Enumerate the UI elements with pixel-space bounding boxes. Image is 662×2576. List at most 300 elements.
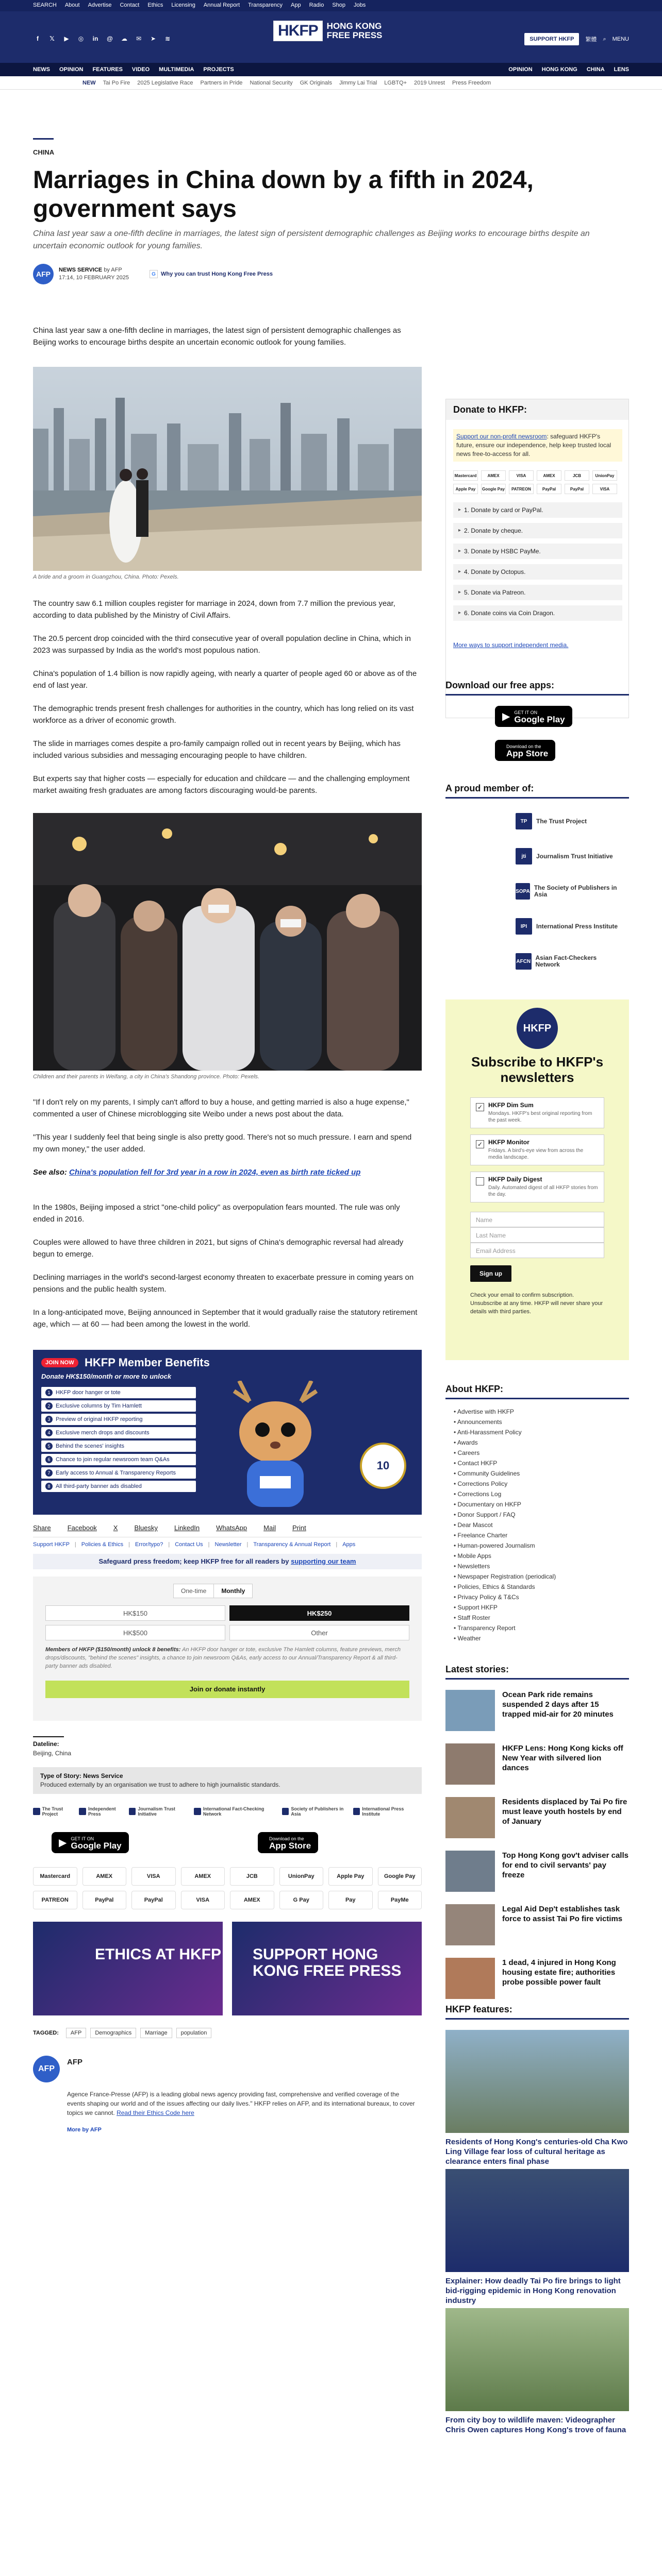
sidebar-donate-intro-text: : safeguard HKFP's future, ensure our independence, help keep trusted local news free-to-access for all. (456, 433, 611, 457)
nav-item[interactable]: MULTIMEDIA (159, 66, 194, 73)
trending-item[interactable]: Partners in Pride (200, 80, 243, 86)
join-donate-button[interactable]: Join or donate instantly (45, 1681, 409, 1698)
share-link[interactable]: Share (33, 1524, 51, 1532)
share-link[interactable]: LinkedIn (174, 1524, 200, 1532)
trust-logo[interactable] (194, 1806, 282, 1817)
donate-option[interactable] (453, 502, 622, 518)
ethics-promo[interactable] (33, 1922, 223, 2015)
benefit-item (41, 1427, 196, 1438)
donate-option[interactable] (453, 585, 622, 600)
google-play-button[interactable] (52, 1832, 129, 1853)
payment-logo: Apple Pay (328, 1867, 373, 1886)
tag-chip[interactable]: Marriage (140, 2028, 172, 2038)
about-link[interactable]: • Newspaper Registration (periodical) (454, 1571, 629, 1582)
trending-item[interactable]: 2019 Unrest (414, 80, 445, 86)
support-promo[interactable] (232, 1922, 422, 2015)
payment-logo: G Pay (279, 1891, 324, 1909)
sidebar-card-logo: Apple Pay (453, 484, 478, 494)
utility-link[interactable]: SEARCH (33, 2, 57, 8)
trending-bar (0, 76, 662, 90)
photo-caption-2: Children and their parents in Weifang, a city in China's Shandong province. Photo: Pexels. (33, 1074, 260, 1080)
more-ways-link[interactable]: More ways to support independent media. (453, 641, 569, 649)
payment-logo: VISA (131, 1867, 176, 1886)
amount-other[interactable]: Other (229, 1625, 409, 1640)
benefit-text: Preview of original HKFP reporting (56, 1416, 143, 1422)
safeguard-banner (33, 1554, 422, 1569)
feature-story-image[interactable] (445, 2169, 629, 2272)
search-icon[interactable]: ⌕ (603, 36, 606, 42)
amount-500[interactable]: HK$500 (45, 1625, 225, 1640)
footer-link[interactable]: Error/typo? (135, 1541, 163, 1548)
ethics-code-link[interactable]: Read their Ethics Code here (117, 2109, 194, 2116)
share-link[interactable]: Bluesky (134, 1524, 158, 1532)
payment-logo: AMEX (82, 1867, 127, 1886)
see-also-link[interactable]: China's population fell for 3rd year in a row in 2024, even as birth rate ticked up (69, 1168, 361, 1177)
member-logo: SOPA (516, 883, 530, 900)
payment-logo: Pay (328, 1891, 373, 1909)
google-play-small: GET IT ON (71, 1836, 94, 1841)
bluesky-icon[interactable]: ☁ (121, 35, 127, 42)
member-logo: TP (516, 813, 532, 829)
x-icon[interactable]: 𝕏 (49, 35, 55, 42)
paragraph-12: Declining marriages in the world's second-largest economy threaten to exacerbate pressure in coming years on pensions and the public health system. (33, 1273, 414, 1294)
paragraph-5: The demographic trends present fresh challenges for authorities in the country, which has long relied on its vast workforce as a driver of economic growth. (33, 704, 414, 725)
anniversary-ribbon: 10 (360, 1443, 406, 1489)
about-link[interactable]: • Careers (454, 1448, 629, 1458)
latest-story-thumbnail[interactable] (445, 1797, 495, 1838)
about-link[interactable]: • Transparency Report (454, 1623, 629, 1633)
tag-chip[interactable]: AFP (66, 2028, 86, 2038)
share-link[interactable]: Print (292, 1524, 306, 1532)
share-link[interactable]: Mail (263, 1524, 276, 1532)
feature-story-title[interactable]: Explainer: How deadly Tai Po fire brings to light bid-rigging epidemic in Hong Kong renovation industry (445, 2277, 621, 2305)
dateline-label: Dateline: (33, 1736, 64, 1748)
app-store-label (269, 1835, 311, 1850)
sidebar-card-logo: VISA (592, 484, 617, 494)
latest-story[interactable] (445, 1958, 629, 2007)
trust-logo[interactable] (353, 1806, 422, 1817)
latest-story-thumbnail[interactable] (445, 1904, 495, 1945)
about-link[interactable]: • Community Guidelines (454, 1468, 629, 1479)
sidebar-features-section (445, 2004, 629, 2020)
newsletter-dim-sum[interactable] (470, 1097, 604, 1128)
about-link[interactable]: • Policies, Ethics & Standards (454, 1582, 629, 1592)
author-label: NEWS SERVICE (59, 267, 103, 273)
sidebar-card-logo: AMEX (481, 470, 506, 481)
latest-story-title[interactable]: Ocean Park ride remains suspended 2 days after 15 trapped mid-air for 20 minutes (502, 1690, 614, 1719)
membership-description (45, 1646, 409, 1670)
nav-item[interactable]: LENS (614, 66, 629, 73)
nav-item[interactable]: FEATURES (92, 66, 123, 73)
nav-item[interactable]: HONG KONG (541, 66, 577, 73)
sidebar-donate-intro (453, 429, 622, 462)
benefit-text: HKFP door hanger or tote (56, 1389, 121, 1396)
latest-story-title[interactable]: Legal Aid Dep't establishes task force to assist Tai Po fire victims (502, 1905, 623, 1923)
latest-story-thumbnail[interactable] (445, 1851, 495, 1892)
benefit-item (41, 1454, 196, 1465)
sidebar-app-store-button[interactable] (495, 740, 555, 761)
tag-chip[interactable]: Demographics (90, 2028, 136, 2038)
payment-methods (33, 1867, 422, 1909)
more-by-author-link[interactable]: More by AFP (67, 2127, 102, 2133)
share-link[interactable]: Facebook (67, 1524, 97, 1532)
feature-story[interactable] (445, 2030, 629, 2166)
main-nav (0, 63, 662, 76)
member-name: International Press Institute (536, 922, 618, 930)
chevron-right-icon: ▸ (458, 548, 461, 554)
trust-link[interactable] (150, 270, 273, 278)
trending-item[interactable]: National Security (250, 80, 293, 86)
trending-item[interactable]: 2025 Legislative Race (137, 80, 193, 86)
article-headline: Marriages in China down by a fifth in 2024, government says (33, 166, 534, 223)
trust-logos-row (33, 1806, 422, 1817)
trust-logo[interactable] (282, 1806, 353, 1817)
tags-row (33, 2028, 211, 2038)
donation-widget (33, 1577, 422, 1721)
digest-desc: Daily. Automated digest of all HKFP stories from the day. (488, 1185, 598, 1197)
trust-logo-label: Society of Publishers in Asia (291, 1806, 344, 1817)
latest-story-title[interactable]: Residents displaced by Tai Po fire must leave youth hostels by end of January (502, 1798, 627, 1826)
author-box-name[interactable]: AFP (67, 2058, 82, 2066)
safeguard-link[interactable]: supporting our team (291, 1557, 356, 1565)
payment-logo: PayPal (131, 1891, 176, 1909)
dim-sum-name: HKFP Dim Sum (488, 1101, 534, 1109)
donate-option[interactable] (453, 564, 622, 580)
latest-story-title[interactable]: 1 dead, 4 injured in Hong Kong housing estate fire; authorities probe possible power fault (502, 1958, 616, 1987)
sidebar-features-title: HKFP features: (445, 2004, 629, 2020)
donate-option[interactable] (453, 605, 622, 621)
benefit-item (41, 1440, 196, 1452)
about-link[interactable]: • Corrections Log (454, 1489, 629, 1499)
sidebar-apps-title: Download our free apps: (445, 680, 629, 696)
tag-chip[interactable]: population (176, 2028, 212, 2038)
about-link[interactable]: • Anti-Harassment Policy (454, 1427, 629, 1437)
mail-icon[interactable]: ✉ (136, 35, 142, 42)
support-hkfp-button[interactable]: SUPPORT HKFP (524, 33, 579, 45)
signup-button[interactable]: Sign up (470, 1265, 511, 1282)
author-bio-text: Agence France-Presse (AFP) is a leading global news agency providing fast, comprehensive and verified coverage of the events shaping our world and of the issues affecting our daily lives." HKFP relies on AFP, and its international bureaux, to cover topics we cannot. (67, 2091, 415, 2116)
footer-separator: | (246, 1541, 249, 1548)
benefit-number: 4 (45, 1429, 53, 1436)
utility-link[interactable]: Licensing (171, 2, 195, 8)
paragraph-13: In a long-anticipated move, Beijing announced in September that it would gradually raise the statutory retirement age, which — at 60 — had been among the lowest in the world. (33, 1308, 418, 1329)
sidebar-donate-title: Donate to HKFP: (446, 399, 628, 420)
nav-item[interactable]: OPINION (508, 66, 533, 73)
feature-story-image[interactable] (445, 2030, 629, 2133)
latest-story-thumbnail[interactable] (445, 1958, 495, 1999)
latest-story-thumbnail[interactable] (445, 1743, 495, 1785)
dim-sum-checkbox[interactable]: ✓ (476, 1103, 484, 1111)
latest-story-title[interactable]: Top Hong Kong gov't adviser calls for end to civil servants' pay freeze (502, 1851, 628, 1879)
membership-desc-bold: Members of HKFP ($150/month) unlock 8 benefits: (45, 1647, 181, 1653)
donate-option[interactable] (453, 544, 622, 559)
about-link[interactable]: • Contact HKFP (454, 1458, 629, 1468)
sidebar-google-play-icon: ▶ (502, 711, 510, 722)
payment-logo: PayPal (82, 1891, 127, 1909)
about-link[interactable]: • Support HKFP (454, 1602, 629, 1613)
threads-icon[interactable]: @ (107, 35, 113, 42)
trending-item[interactable]: LGBTQ+ (384, 80, 407, 86)
digest-checkbox[interactable] (476, 1177, 484, 1185)
telegram-icon[interactable]: ➤ (150, 35, 156, 42)
language-switch[interactable]: 繁體 (585, 37, 597, 43)
sidebar-gp-big: Google Play (514, 715, 565, 724)
benefit-text: Early access to Annual & Transparency Reports (56, 1470, 176, 1476)
menu-button[interactable]: MENU (612, 36, 629, 42)
about-link[interactable]: • Freelance Charter (454, 1530, 629, 1540)
nav-item[interactable]: NEWS (33, 66, 50, 73)
donate-option-label: 1. Donate by card or PayPal. (464, 506, 543, 514)
footer-separator: | (336, 1541, 338, 1548)
latest-story[interactable] (445, 1904, 629, 1954)
trending-item[interactable]: GK Originals (300, 80, 332, 86)
about-link[interactable]: • Documentary on HKFP (454, 1499, 629, 1510)
amount-250[interactable]: HK$250 (229, 1605, 409, 1621)
trust-logo-label: International Fact-Checking Network (203, 1806, 264, 1817)
utility-links (33, 2, 366, 8)
email-input[interactable]: Email Address (470, 1243, 604, 1258)
sidebar-as-small: Download on the (506, 744, 541, 749)
trust-logo[interactable] (129, 1806, 194, 1817)
trending-item[interactable]: Tai Po Fire (103, 80, 130, 86)
top-utility-bar (0, 0, 662, 11)
paragraph-9: "This year I suddenly feel that being single is also pretty good. There's not so much pressure. I earn and spend my own money," the user added. (33, 1133, 412, 1154)
about-link[interactable]: • Announcements (454, 1417, 629, 1427)
donate-option-label: 3. Donate by HSBC PayMe. (464, 548, 541, 555)
footer-link[interactable]: Newsletter (214, 1541, 242, 1548)
member-org[interactable] (516, 949, 619, 974)
newsletter-monitor[interactable] (470, 1134, 604, 1165)
footer-link[interactable]: Contact Us (175, 1541, 203, 1548)
footer-link[interactable]: Policies & Ethics (81, 1541, 124, 1548)
safeguard-text: Safeguard press freedom; keep HKFP free for all readers by (98, 1557, 289, 1565)
utility-link[interactable]: Ethics (147, 2, 163, 8)
story-type-desc: Produced externally by an organisation we trust to adhere to high journalistic standards. (40, 1781, 280, 1788)
payment-logo: UnionPay (279, 1867, 324, 1886)
about-link[interactable]: • Staff Roster (454, 1613, 629, 1623)
utility-link[interactable]: Contact (120, 2, 140, 8)
amount-150[interactable]: HK$150 (45, 1605, 225, 1621)
latest-story-thumbnail[interactable] (445, 1690, 495, 1731)
sidebar-card-logo: VISA (509, 470, 534, 481)
paragraph-8: "If I don't rely on my parents, I simply can't afford to buy a house, and getting married is also a huge expense," commented a user of Chinese microblogging site Weibo under a news post about the data. (33, 1098, 409, 1118)
trending-item[interactable]: Press Freedom (452, 80, 491, 86)
utility-link[interactable]: Shop (332, 2, 346, 8)
sidebar-google-play-label (514, 709, 565, 724)
payment-logo: VISA (181, 1891, 225, 1909)
sidebar-card-logo: PATREON (509, 484, 534, 494)
member-org[interactable] (516, 914, 619, 939)
youtube-icon[interactable]: ▶ (64, 35, 69, 42)
membership-desc-text: An HKFP door hanger or tote, exclusive The Hamlett columns, feature previews, merch drops/discounts, "behind the scenes" insights, a chance to join newsroom Q&As, early access to our Annual/Transparency Report & all third-party banner ads disabled. (45, 1647, 401, 1669)
member-benefits-banner[interactable] (33, 1350, 422, 1515)
trust-logo[interactable] (79, 1806, 128, 1817)
nav-item[interactable]: PROJECTS (203, 66, 234, 73)
article-footer-links (33, 1541, 422, 1548)
facebook-icon[interactable]: f (37, 35, 39, 42)
utility-link[interactable]: Transparency (248, 2, 283, 8)
paragraph-11: Couples were allowed to have three children in 2021, but signs of China's demographic reversal had already begun to emerge. (33, 1238, 404, 1259)
trust-logo-label: The Trust Project (42, 1806, 63, 1817)
one-time-option[interactable]: One-time (181, 1587, 207, 1595)
member-name: The Society of Publishers in Asia (534, 884, 617, 898)
rss-icon[interactable]: ≋ (164, 35, 171, 42)
member-org[interactable] (516, 844, 619, 869)
latest-story[interactable] (445, 1690, 629, 1739)
feature-story-title[interactable]: Residents of Hong Kong's centuries-old Cha Kwo Ling Village fear loss of cultural heritage as clearance enters final phase (445, 2138, 628, 2166)
about-link[interactable]: • Newsletters (454, 1561, 629, 1571)
about-link[interactable]: • Donor Support / FAQ (454, 1510, 629, 1520)
photo-caption-1: A bride and a groom in Guangzhou, China. Photo: Pexels. (33, 574, 179, 580)
sidebar-card-logo: Mastercard (453, 470, 478, 481)
nav-item[interactable]: VIDEO (131, 66, 150, 73)
byline-meta (59, 266, 129, 282)
author-avatar[interactable]: AFP (33, 264, 54, 284)
trending-items (82, 80, 491, 86)
benefit-number: 1 (45, 1389, 53, 1396)
latest-story[interactable] (445, 1797, 629, 1846)
photo-crowd-image (33, 813, 422, 1071)
last-name-input[interactable]: Last Name (470, 1227, 604, 1243)
utility-link[interactable]: About (64, 2, 80, 8)
member-name: The Trust Project (536, 817, 587, 825)
trust-logo-label: Journalism Trust Initiative (138, 1806, 175, 1817)
photo-wedding-couple (33, 367, 422, 571)
sidebar-gp-small: GET IT ON (514, 710, 538, 715)
payment-logo: JCB (230, 1867, 274, 1886)
paragraph-3: The 20.5 percent drop coincided with the third consecutive year of overall population decline in China, which in 2023 was surpassed by India as the world's most populous nation. (33, 634, 411, 655)
share-link[interactable]: WhatsApp (216, 1524, 247, 1532)
newsletter-logo: HKFP (517, 1008, 558, 1049)
trust-logo-icon (282, 1808, 289, 1815)
app-store-button[interactable] (258, 1832, 318, 1853)
paragraph-7: But experts say that higher costs — especially for education and childcare — and the challenging employment market awaiting fresh graduates are among factors discouraging would-be parents. (33, 774, 410, 795)
byline (33, 264, 273, 284)
member-org[interactable] (516, 809, 619, 834)
footer-separator: | (208, 1541, 210, 1548)
member-name: Asian Fact-Checkers Network (535, 954, 597, 968)
trust-logo[interactable] (33, 1806, 79, 1817)
story-type-box (33, 1767, 422, 1794)
footer-separator: | (168, 1541, 170, 1548)
member-org[interactable] (516, 879, 619, 904)
linkedin-icon[interactable]: in (92, 35, 98, 42)
benefit-item (41, 1387, 196, 1398)
chevron-right-icon: ▸ (458, 507, 461, 513)
ethics-promo-text: ETHICS AT HKFP (95, 1946, 221, 1963)
paragraph-4: China's population of 1.4 billion is now rapidly ageing, with nearly a quarter of people aged 60 or above as of the end of last year. (33, 669, 417, 690)
benefit-text: Exclusive columns by Tim Hamlett (56, 1403, 142, 1409)
payment-logo: AMEX (181, 1867, 225, 1886)
about-link[interactable]: • Human-powered Journalism (454, 1540, 629, 1551)
benefit-number: 6 (45, 1456, 53, 1463)
publish-date: 17:14, 10 FEBRUARY 2025 (59, 275, 129, 281)
about-link[interactable]: • Privacy Policy & T&Cs (454, 1592, 629, 1602)
chevron-right-icon: ▸ (458, 589, 461, 595)
digest-name: HKFP Daily Digest (488, 1176, 542, 1183)
feature-story[interactable] (445, 2308, 629, 2435)
member-name: Journalism Trust Initiative (536, 852, 613, 860)
about-link[interactable]: • Advertise with HKFP (454, 1406, 629, 1417)
sidebar-google-play-button[interactable] (495, 706, 572, 727)
sidebar-apps-section (445, 680, 629, 696)
monitor-checkbox[interactable]: ✓ (476, 1140, 484, 1148)
sidebar-donate-options (453, 502, 622, 626)
about-link[interactable]: • Awards (454, 1437, 629, 1448)
new-label: NEW (82, 80, 96, 86)
donate-option-label: 4. Donate by Octopus. (464, 568, 526, 575)
site-logo[interactable] (273, 21, 382, 41)
donate-option[interactable] (453, 523, 622, 538)
utility-link[interactable]: Jobs (354, 2, 366, 8)
about-link[interactable]: • Corrections Policy (454, 1479, 629, 1489)
latest-story[interactable] (445, 1743, 629, 1793)
monitor-desc: Fridays. A bird's-eye view from across the media landscape. (488, 1148, 584, 1160)
latest-story[interactable] (445, 1851, 629, 1900)
latest-story-title[interactable]: HKFP Lens: Hong Kong kicks off New Year with silvered lion dances (502, 1744, 623, 1772)
benefit-item (41, 1400, 196, 1412)
author-box-avatar[interactable]: AFP (33, 2056, 60, 2082)
about-link[interactable]: • Mobile Apps (454, 1551, 629, 1561)
share-link[interactable]: X (113, 1524, 118, 1532)
feature-story-image[interactable] (445, 2308, 629, 2411)
nav-item[interactable]: CHINA (586, 66, 605, 73)
chevron-right-icon: ▸ (458, 528, 461, 533)
instagram-icon[interactable]: ◎ (78, 35, 84, 42)
sidebar-member-section (445, 783, 629, 799)
author-name[interactable]: by AFP (104, 267, 122, 273)
benefit-number: 8 (45, 1483, 53, 1490)
monthly-option[interactable]: Monthly (213, 1584, 252, 1598)
benefit-item (41, 1414, 196, 1425)
join-now-badge[interactable]: JOIN NOW (41, 1358, 78, 1367)
trust-logo-icon (194, 1808, 201, 1815)
trust-logo-icon (129, 1808, 136, 1815)
feature-story-title[interactable]: From city boy to wildlife maven: Videographer Chris Owen captures Hong Kong's trove of fauna (445, 2416, 626, 2434)
see-also-label: See also: (33, 1168, 67, 1177)
utility-link[interactable]: Radio (309, 2, 324, 8)
utility-link[interactable]: Annual Report (203, 2, 240, 8)
chevron-right-icon: ▸ (458, 569, 461, 574)
newsletter-daily-digest[interactable] (470, 1172, 604, 1202)
footer-link[interactable]: Support HKFP (33, 1541, 70, 1548)
utility-link[interactable]: App (291, 2, 301, 8)
sidebar-donate-intro-link[interactable]: Support our non-profit newsroom (456, 433, 547, 440)
first-name-input[interactable]: Name (470, 1212, 604, 1227)
footer-link[interactable]: Apps (342, 1541, 356, 1548)
article-kicker[interactable]: CHINA (33, 148, 55, 156)
about-link[interactable]: • Dear Mascot (454, 1520, 629, 1530)
logo-text (327, 22, 383, 40)
google-news-icon: G (150, 270, 158, 278)
about-link[interactable]: • Weather (454, 1633, 629, 1643)
donate-option-label: 6. Donate coins via Coin Dragon. (464, 609, 555, 617)
photo-wedding-image (33, 367, 422, 571)
footer-link[interactable]: Transparency & Annual Report (253, 1541, 331, 1548)
benefit-text: Behind the scenes' insights (56, 1443, 124, 1449)
trust-logo-icon (353, 1808, 360, 1815)
google-play-icon: ▶ (59, 1837, 67, 1849)
trending-item[interactable]: Jimmy Lai Trial (339, 80, 377, 86)
nav-item[interactable]: OPINION (59, 66, 84, 73)
app-store-big: App Store (269, 1841, 311, 1851)
trust-logo-label: Independent Press (88, 1806, 116, 1817)
frequency-toggle (173, 1584, 253, 1598)
monitor-name: HKFP Monitor (488, 1139, 529, 1146)
feature-story[interactable] (445, 2169, 629, 2306)
share-row (33, 1524, 422, 1537)
utility-link[interactable]: Advertise (88, 2, 112, 8)
